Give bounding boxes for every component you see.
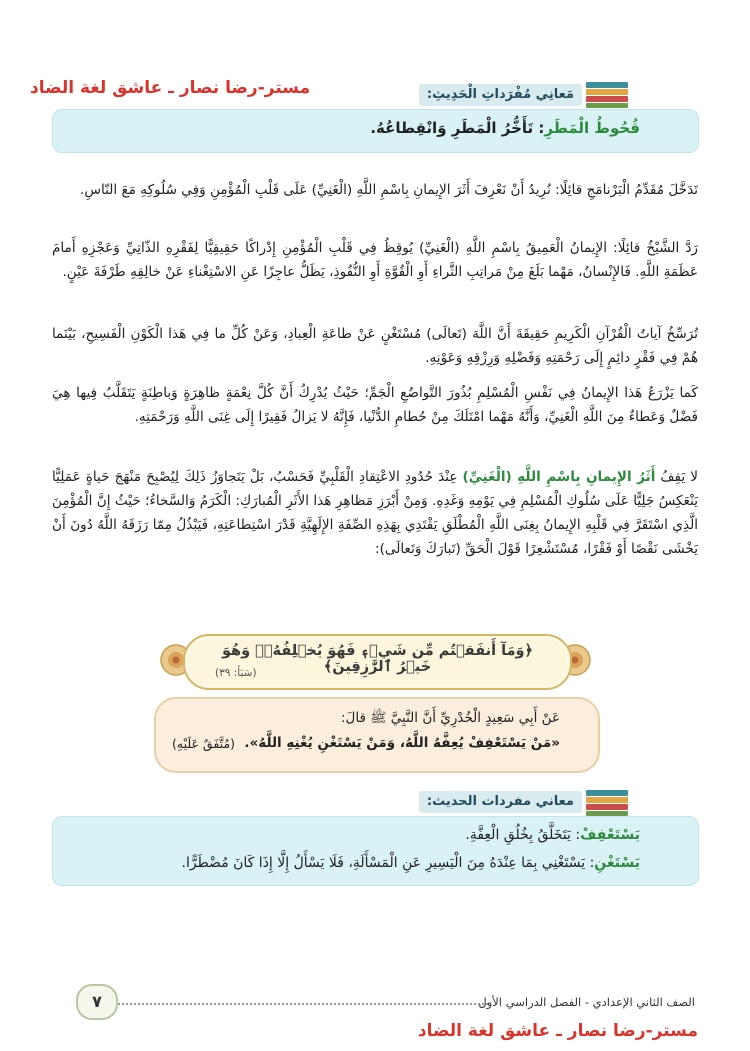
hadith-vocab-entry-2 xyxy=(182,855,641,871)
vocab-entry xyxy=(370,119,640,137)
vocab-definition: : تَأَخُّرُ الْمَطَرِ وَانْقِطاعُهُ. xyxy=(370,119,545,137)
paragraph-5-prefix: لا يَقِفُ xyxy=(655,469,698,485)
footer-divider xyxy=(118,1003,488,1005)
section-label-hadith-vocab: معاني مفردات الحديث: xyxy=(419,791,582,813)
paragraph-5-highlight: أَثَرُ الإِيمانِ بِاسْمِ اللَّهِ (الْغَنِيِّ) xyxy=(462,469,656,485)
footer-grade: الصف الثاني الإعدادي - الفصل الدراسي الأول xyxy=(478,995,695,1009)
vocab-box xyxy=(52,109,699,153)
watermark-bottom: مستر-رضا نصار ـ عاشق لغة الضاد xyxy=(417,1021,698,1041)
paragraph-1: تَدَخَّلَ مُقَدِّمُ الْبَرْنامَجِ قائِلًا: نُرِيدُ أَنْ نَعْرِفَ أَثَرَ الإِيمانِ بِاسْمِ اللَّهِ (الْغَنِيِّ) عَلَى قَلْبِ الْمُؤْمِنِ وَفِي سُلُوكِهِ مَعَ النّاسِ. xyxy=(80,182,698,198)
vocab-word: قُحُوطُ الْمَطَرِ xyxy=(544,119,640,137)
quran-verse: ﴿وَمَآ أَنفَقۡتُم مِّن شَيۡءٖ فَهُوَ يُخۡلِفُهُۥۖ وَهُوَ خَيۡرُ ٱلرَّٰزِقِينَ﴾ xyxy=(221,643,534,675)
paragraph-5-rest: عِنْدَ حُدُودِ الاعْتِقادِ الْقَلْبِيِّ فَحَسْبُ، بَلْ يَتَجاوَزُ ذَلِكَ لِيُصْبِحَ مَنْهَجَ حَياةٍ عَمَلِيًّا يَنْعَكِسُ جَلِيًّا عَلَى سُلُوكِ الْمُسْلِمِ فِي يَوْمِهِ وَغَدِهِ. وَمِنْ أَبْرَزِ مَظاهِرِ هَذا الأَثَرِ الْمُبارَكِ: الْكَرَمُ وَالسَّخاءُ؛ حَيْثُ إِنَّ الْمُؤْمِنَ الَّذِي اسْتَقَرَّ فِي قَلْبِهِ الإِيمانُ بِغِنَى اللَّهِ الْمُطْلَقِ يَقْتَدِي بِهَذِهِ الصِّفَةِ الإِلَهِيَّةِ قَدْرَ اسْتِطاعَتِهِ، فَيَبْذُلُ مِمّا رَزَقَهُ اللَّهُ دُونَ أَنْ يَخْشَى نَقْصًا أَوْ فَقْرًا، مُسْتَشْعِرًا قَوْلَ الْحَقِّ (تَبارَكَ وَتَعالَى): xyxy=(52,469,698,557)
hadith-vocab-definition-1: : يَتَخَلَّقُ بِخُلُقِ الْعِفَّةِ. xyxy=(465,827,581,843)
hadith-text: «مَنْ يَسْتَعْفِفْ يُعِفَّهُ اللَّهُ، وَمَنْ يَسْتَغْنِ يُغْنِهِ اللَّهُ». xyxy=(244,735,560,751)
hadith-box xyxy=(154,697,600,773)
books-icon-2 xyxy=(586,790,628,816)
quran-verse-box xyxy=(183,634,572,690)
books-icon xyxy=(586,82,628,108)
hadith-vocab-entry-1 xyxy=(465,827,640,843)
paragraph-2: رَدَّ الشَّيْخُ قائِلًا: الإِيمانُ الْعَمِيقُ بِاسْمِ اللَّهِ (الْغَنِيِّ) يُوقِظُ فِي قَلْبِ الْمُؤْمِنِ إِدْراكًا حَقِيقِيًّا لِفَقْرِهِ الذّاتِيِّ وَعَجْزِهِ أَمامَ عَظَمَةِ اللَّهِ. فَالإِنْسانُ، مَهْما بَلَغَ مِنْ مَراتِبِ الثَّراءِ أَوِ الْقُوَّةِ أَوِ النُّفُوذِ، يَظَلُّ عاجِزًا عَنِ الاسْتِغْناءِ عَنْ خالِقِهِ طَرْفَةَ عَيْنٍ. xyxy=(52,240,698,280)
hadith-intro: عَنْ أَبِي سَعِيدٍ الْخُدْرِيِّ أَنَّ النَّبِيَّ ﷺ قالَ: xyxy=(340,710,560,726)
quran-reference: (سَبَأ: ٣٩) xyxy=(215,667,257,679)
watermark-top: مستر-رضا نصار ـ عاشق لغة الضاد xyxy=(30,78,311,98)
page-number: ٧ xyxy=(76,984,118,1020)
hadith-source: (مُتَّفَقٌ عَلَيْهِ) xyxy=(172,736,236,751)
hadith-vocab-word-2: يَسْتَغْنِ xyxy=(594,855,640,871)
hadith-vocab-box xyxy=(52,816,699,886)
hadith-vocab-definition-2: : يَسْتَغْنِي بِمَا عِنْدَهُ مِنَ الْيَسِيرِ عَنِ الْمَسْأَلَةِ، فَلَا يَسْأَلُ إِلَّا إِذَا كَانَ مُضْطَرًّا. xyxy=(181,855,595,871)
hadith-vocab-word-1: يَسْتَعْفِفْ xyxy=(580,827,640,843)
paragraph-4: كَما يَزْرَعُ هَذا الإِيمانُ فِي نَفْسِ الْمُسْلِمِ بُذُورَ التَّواضُعِ الْجَمِّ؛ حَيْثُ يُدْرِكُ أَنَّ كُلَّ نِعْمَةٍ ظاهِرَةٍ وَباطِنَةٍ يَتَقَلَّبُ فِيها هِيَ فَضْلٌ وَعَطاءٌ مِنَ اللَّهِ الْغَنِيِّ، وَأَنَّهُ مَهْما امْتَلَكَ مِنْ حُطامِ الدُّنْيا، فَإِنَّهُ لا يَزالُ فَقِيرًا إِلَى غِنَى اللَّهِ وَرَحْمَتِهِ. xyxy=(52,385,698,425)
paragraph-5 xyxy=(52,465,698,561)
paragraph-3: تُرَسِّخُ آياتُ الْقُرْآنِ الْكَرِيمِ حَقِيقَةَ أَنَّ اللَّهَ (تَعالَى) مُسْتَغْنٍ عَنْ طاعَةِ الْعِبادِ، وَعَنْ كُلِّ ما فِي هَذا الْكَوْنِ الْفَسِيحِ، بَيْنَما هُمْ فِي فَقْرٍ دائِمٍ إِلَى رَحْمَتِهِ وَفَضْلِهِ وَرِزْقِهِ وَعَوْنِهِ. xyxy=(52,326,698,366)
section-label-vocab: مَعانِي مُفْرَداتِ الْحَدِيثِ: xyxy=(419,84,582,106)
